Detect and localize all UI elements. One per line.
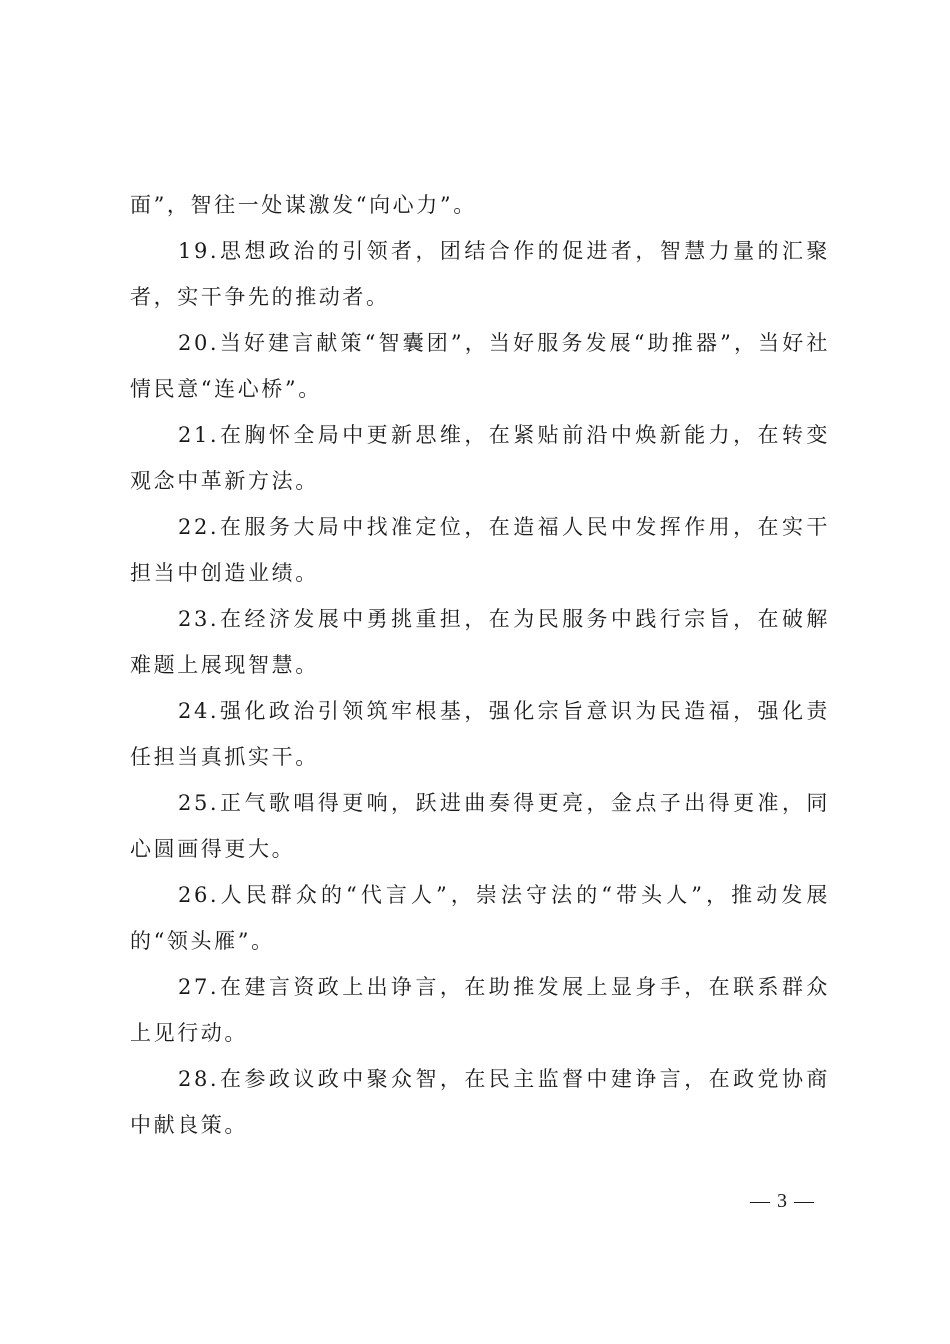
paragraph-item-26: 26.人民群众的“代言人”，崇法守法的“带头人”，推动发展的“领头雁”。 bbox=[130, 883, 830, 953]
paragraph-item-23: 23.在经济发展中勇挑重担，在为民服务中践行宗旨，在破解难题上展现智慧。 bbox=[130, 607, 830, 677]
paragraph-item-19: 19.思想政治的引领者，团结合作的促进者，智慧力量的汇聚者，实干争先的推动者。 bbox=[130, 239, 830, 309]
paragraph-item-25: 25.正气歌唱得更响，跃进曲奏得更亮，金点子出得更准，同心圆画得更大。 bbox=[130, 791, 830, 861]
document-body bbox=[130, 182, 830, 1148]
paragraph-item-28: 28.在参政议政中聚众智，在民主监督中建诤言，在政党协商中献良策。 bbox=[130, 1067, 830, 1137]
paragraph-item-22: 22.在服务大局中找准定位，在造福人民中发挥作用，在实干担当中创造业绩。 bbox=[130, 515, 830, 585]
paragraph-continuation: 面”，智往一处谋激发“向心力”。 bbox=[130, 193, 477, 217]
paragraph-item-27: 27.在建言资政上出诤言，在助推发展上显身手，在联系群众上见行动。 bbox=[130, 975, 830, 1045]
paragraph-item-20: 20.当好建言献策“智囊团”，当好服务发展“助推器”，当好社情民意“连心桥”。 bbox=[130, 331, 830, 401]
page-number: — 3 — bbox=[750, 1190, 815, 1212]
paragraph-item-24: 24.强化政治引领筑牢根基，强化宗旨意识为民造福，强化责任担当真抓实干。 bbox=[130, 699, 830, 769]
paragraph-item-21: 21.在胸怀全局中更新思维，在紧贴前沿中焕新能力，在转变观念中革新方法。 bbox=[130, 423, 830, 493]
